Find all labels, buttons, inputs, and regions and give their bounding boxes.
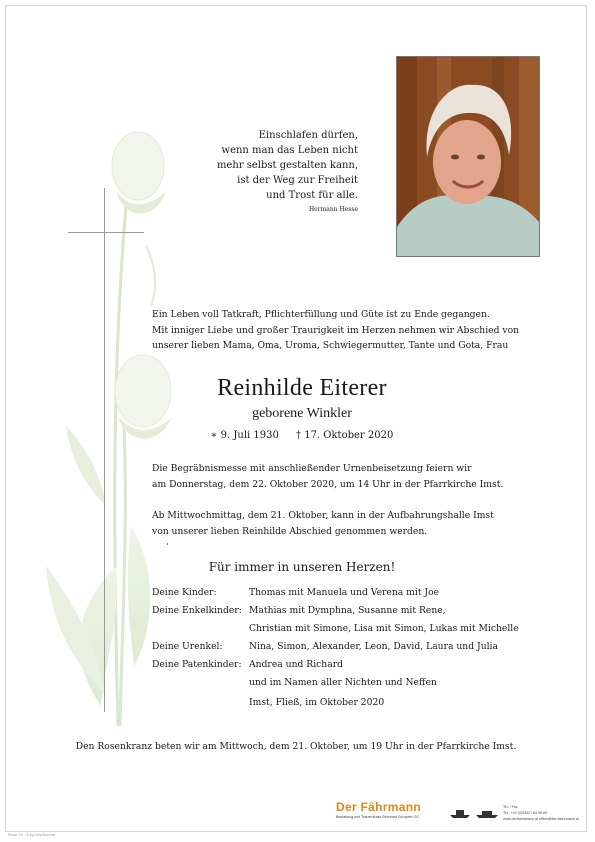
cross-horizontal: [68, 232, 144, 233]
quote-line: Einschlafen dürfen,: [258, 130, 358, 141]
family-value: Thomas mit Manuela und Verena mit Joe: [249, 587, 440, 598]
family-row: [152, 584, 519, 602]
intro-line: unserer lieben Mama, Oma, Uroma, Schwiegermutter, Tante und Gota, Frau: [152, 340, 509, 352]
quote-line: mehr selbst gestalten kann,: [216, 160, 358, 171]
viewing-text: [152, 508, 572, 539]
portrait-photo: [396, 56, 540, 257]
contact-line: www.derfaehrmann.at office@der-faehrmann.at: [503, 817, 579, 821]
quote-line: ist der Weg zur Freiheit: [237, 175, 358, 186]
boat-icon: [448, 806, 500, 820]
text-line: am Donnerstag, dem 22. Oktober 2020, um 14 Uhr in der Pfarrkirche Imst.: [152, 478, 504, 490]
quote-author: Hermann Hesse: [308, 206, 358, 213]
birth-date: ∗ 9. Juli 1930: [210, 430, 279, 441]
stray-mark: ‘: [166, 542, 169, 551]
rosary-text: Den Rosenkranz beten wir am Mittwoch, dem 21. Oktober, um 19 Uhr in der Pfarrkirche Imst.: [75, 741, 517, 752]
family-label: [152, 620, 249, 638]
family-list: [152, 584, 519, 712]
life-dates: [152, 430, 452, 441]
family-value: Nina, Simon, Alexander, Leon, David, Laura und Julia: [249, 641, 498, 652]
family-value: Andrea und Richard: [249, 659, 343, 670]
funeral-mass-text: [152, 461, 572, 492]
family-heading: Für immer in unseren Herzen!: [208, 560, 396, 574]
undertaker-logo: [336, 800, 421, 819]
obituary-card: [5, 5, 587, 832]
family-row: [152, 694, 519, 712]
text-line: von unserer lieben Reinhilde Abschied genommen werden.: [152, 525, 428, 537]
contact-line: Tel. / Fax: [503, 805, 518, 809]
family-label: Deine Patenkinder:: [152, 659, 242, 670]
contact-line: Tel.: +43 (0)5442 / 64 99-60: [503, 811, 548, 815]
family-row: [152, 620, 519, 638]
intro-line: Ein Leben voll Tatkraft, Pflichterfüllung und Güte ist zu Ende gegangen.: [152, 309, 490, 320]
quote-block: [158, 128, 358, 215]
undertaker-contact: [503, 804, 579, 822]
quote-line: wenn man das Leben nicht: [221, 145, 358, 156]
deceased-name: Reinhilde Eiterer: [217, 375, 387, 401]
family-value: Christian mit Simone, Lisa mit Simon, Lukas mit Michelle: [249, 623, 519, 634]
text-line: Die Begräbnismesse mit anschließender Urnenbeisetzung feiern wir: [152, 463, 472, 474]
born-name: geborene Winkler: [252, 406, 352, 421]
quote-line: und Trost für alle.: [266, 190, 358, 201]
undertaker-subtitle: Bestattung und Trauerrituale Bernhard Schöpfer OG: [336, 815, 420, 819]
family-row: [152, 674, 519, 692]
family-value: und im Namen aller Nichten und Neffen: [249, 677, 437, 688]
death-date: † 17. Oktober 2020: [296, 430, 394, 441]
family-row: [152, 638, 519, 656]
cross-vertical: [104, 188, 105, 712]
family-row: [152, 656, 519, 674]
intro-text: [152, 307, 562, 354]
text-line: Ab Mittwochmittag, dem 21. Oktober, kann in der Aufbahrungshalle Imst: [152, 510, 494, 521]
family-value: Mathias mit Dymphna, Susanne mit Rene,: [249, 605, 446, 616]
image-credit: Rose 10 - 5 by Urs/Aurelia: [8, 832, 55, 837]
place-date: Imst, Fließ, im Oktober 2020: [249, 697, 385, 708]
intro-line: Mit inniger Liebe und großer Traurigkeit im Herzen nehmen wir Abschied von: [152, 324, 520, 336]
family-label: [152, 694, 249, 712]
family-label: Deine Enkelkinder:: [152, 605, 242, 616]
undertaker-name: Der Fährmann: [336, 800, 421, 814]
family-label: Deine Urenkel:: [152, 641, 223, 652]
family-row: [152, 602, 519, 620]
family-label: Deine Kinder:: [152, 587, 217, 598]
family-label: [152, 674, 249, 692]
